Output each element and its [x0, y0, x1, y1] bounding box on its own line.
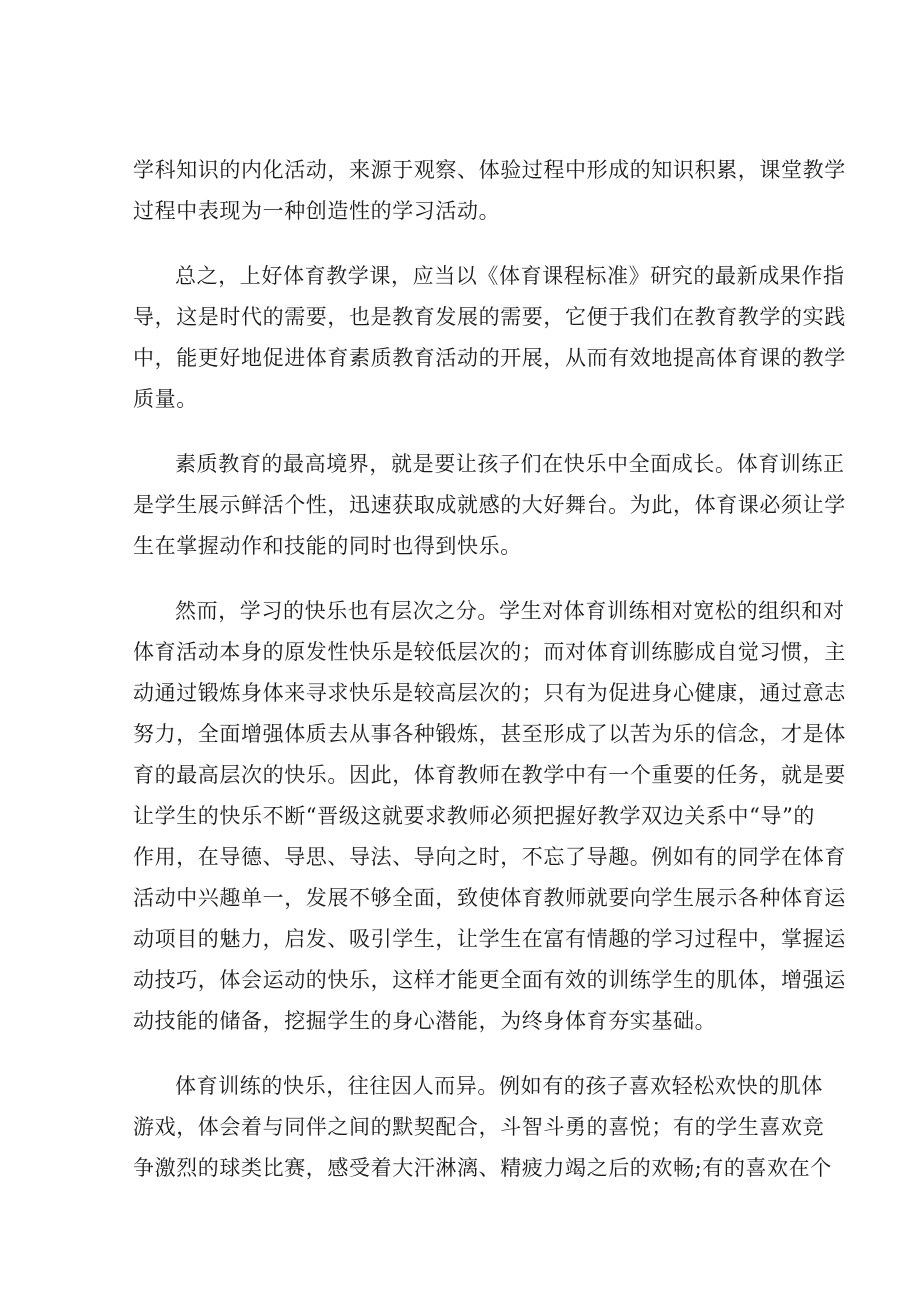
paragraph-1: [133, 150, 846, 232]
document-body: [133, 150, 846, 1213]
text-line: 过程中表现为一种创造性的学习活动。: [133, 199, 501, 223]
text-line: 努力，全面增强体质去从事各种锻炼，甚至形成了以苦为乐的信念，才是体: [133, 722, 846, 746]
text-line: 作用，在导德、导思、导法、导向之时，不忘了导趣。例如有的同学在体育: [133, 845, 846, 869]
text-line: 体育训练的快乐，往往因人而异。例如有的孩子喜欢轻松欢快的肌体: [175, 1074, 823, 1098]
text-line: 体育活动本身的原发性快乐是较低层次的；而对体育训练膨成自觉习惯，主: [133, 640, 846, 664]
text-line: 质量。: [133, 387, 198, 411]
text-line: 中，能更好地促进体育素质教育活动的开展，从而有效地提高体育课的教学: [133, 346, 846, 370]
text-line: 争激烈的球类比赛，感受着大汗淋漓、精疲力竭之后的欢畅;有的喜欢在个: [133, 1156, 832, 1180]
text-line: 活动中兴趣单一，发展不够全面，致使体育教师就要向学生展示各种体育运: [133, 886, 846, 910]
paragraph-2: [133, 256, 846, 420]
text-line: 动项目的魅力，启发、吸引学生，让学生在富有情趣的学习过程中，掌握运: [133, 927, 846, 951]
text-line: 是学生展示鲜活个性，迅速获取成就感的大好舞台。为此，体育课必须让学: [133, 493, 846, 517]
text-line: 导，这是时代的需要，也是教育发展的需要，它便于我们在教育教学的实践: [133, 305, 846, 329]
text-line: 动技巧，体会运动的快乐，这样才能更全面有效的训练学生的肌体，增强运: [133, 968, 846, 992]
text-line: 育的最高层次的快乐。因此，体育教师在教学中有一个重要的任务，就是要: [133, 763, 846, 787]
paragraph-5: [133, 1066, 832, 1189]
text-line: 生在掌握动作和技能的同时也得到快乐。: [133, 534, 522, 558]
text-line: 动通过锻炼身体来寻求快乐是较高层次的；只有为促进身心健康，通过意志: [133, 681, 846, 705]
text-line: 然而，学习的快乐也有层次之分。学生对体育训练相对宽松的组织和对: [175, 599, 845, 623]
paragraph-3: [133, 444, 846, 567]
text-line: 总之，上好体育教学课，应当以《体育课程标准》研究的最新成果作指: [175, 264, 845, 288]
paragraph-4: [133, 591, 846, 1042]
text-line: 让学生的快乐不断“晋级这就要求教师必须把握好教学双边关系中“导”的: [133, 804, 816, 828]
text-line: 素质教育的最高境界，就是要让孩子们在快乐中全面成长。体育训练正: [175, 452, 845, 476]
text-line: 学科知识的内化活动，来源于观察、体验过程中形成的知识积累，课堂教学: [133, 158, 846, 182]
text-line: 动技能的储备，挖掘学生的身心潜能，为终身体育夯实基础。: [133, 1009, 717, 1033]
text-line: 游戏，体会着与同伴之间的默契配合，斗智斗勇的喜悦；有的学生喜欢竞: [133, 1115, 825, 1139]
